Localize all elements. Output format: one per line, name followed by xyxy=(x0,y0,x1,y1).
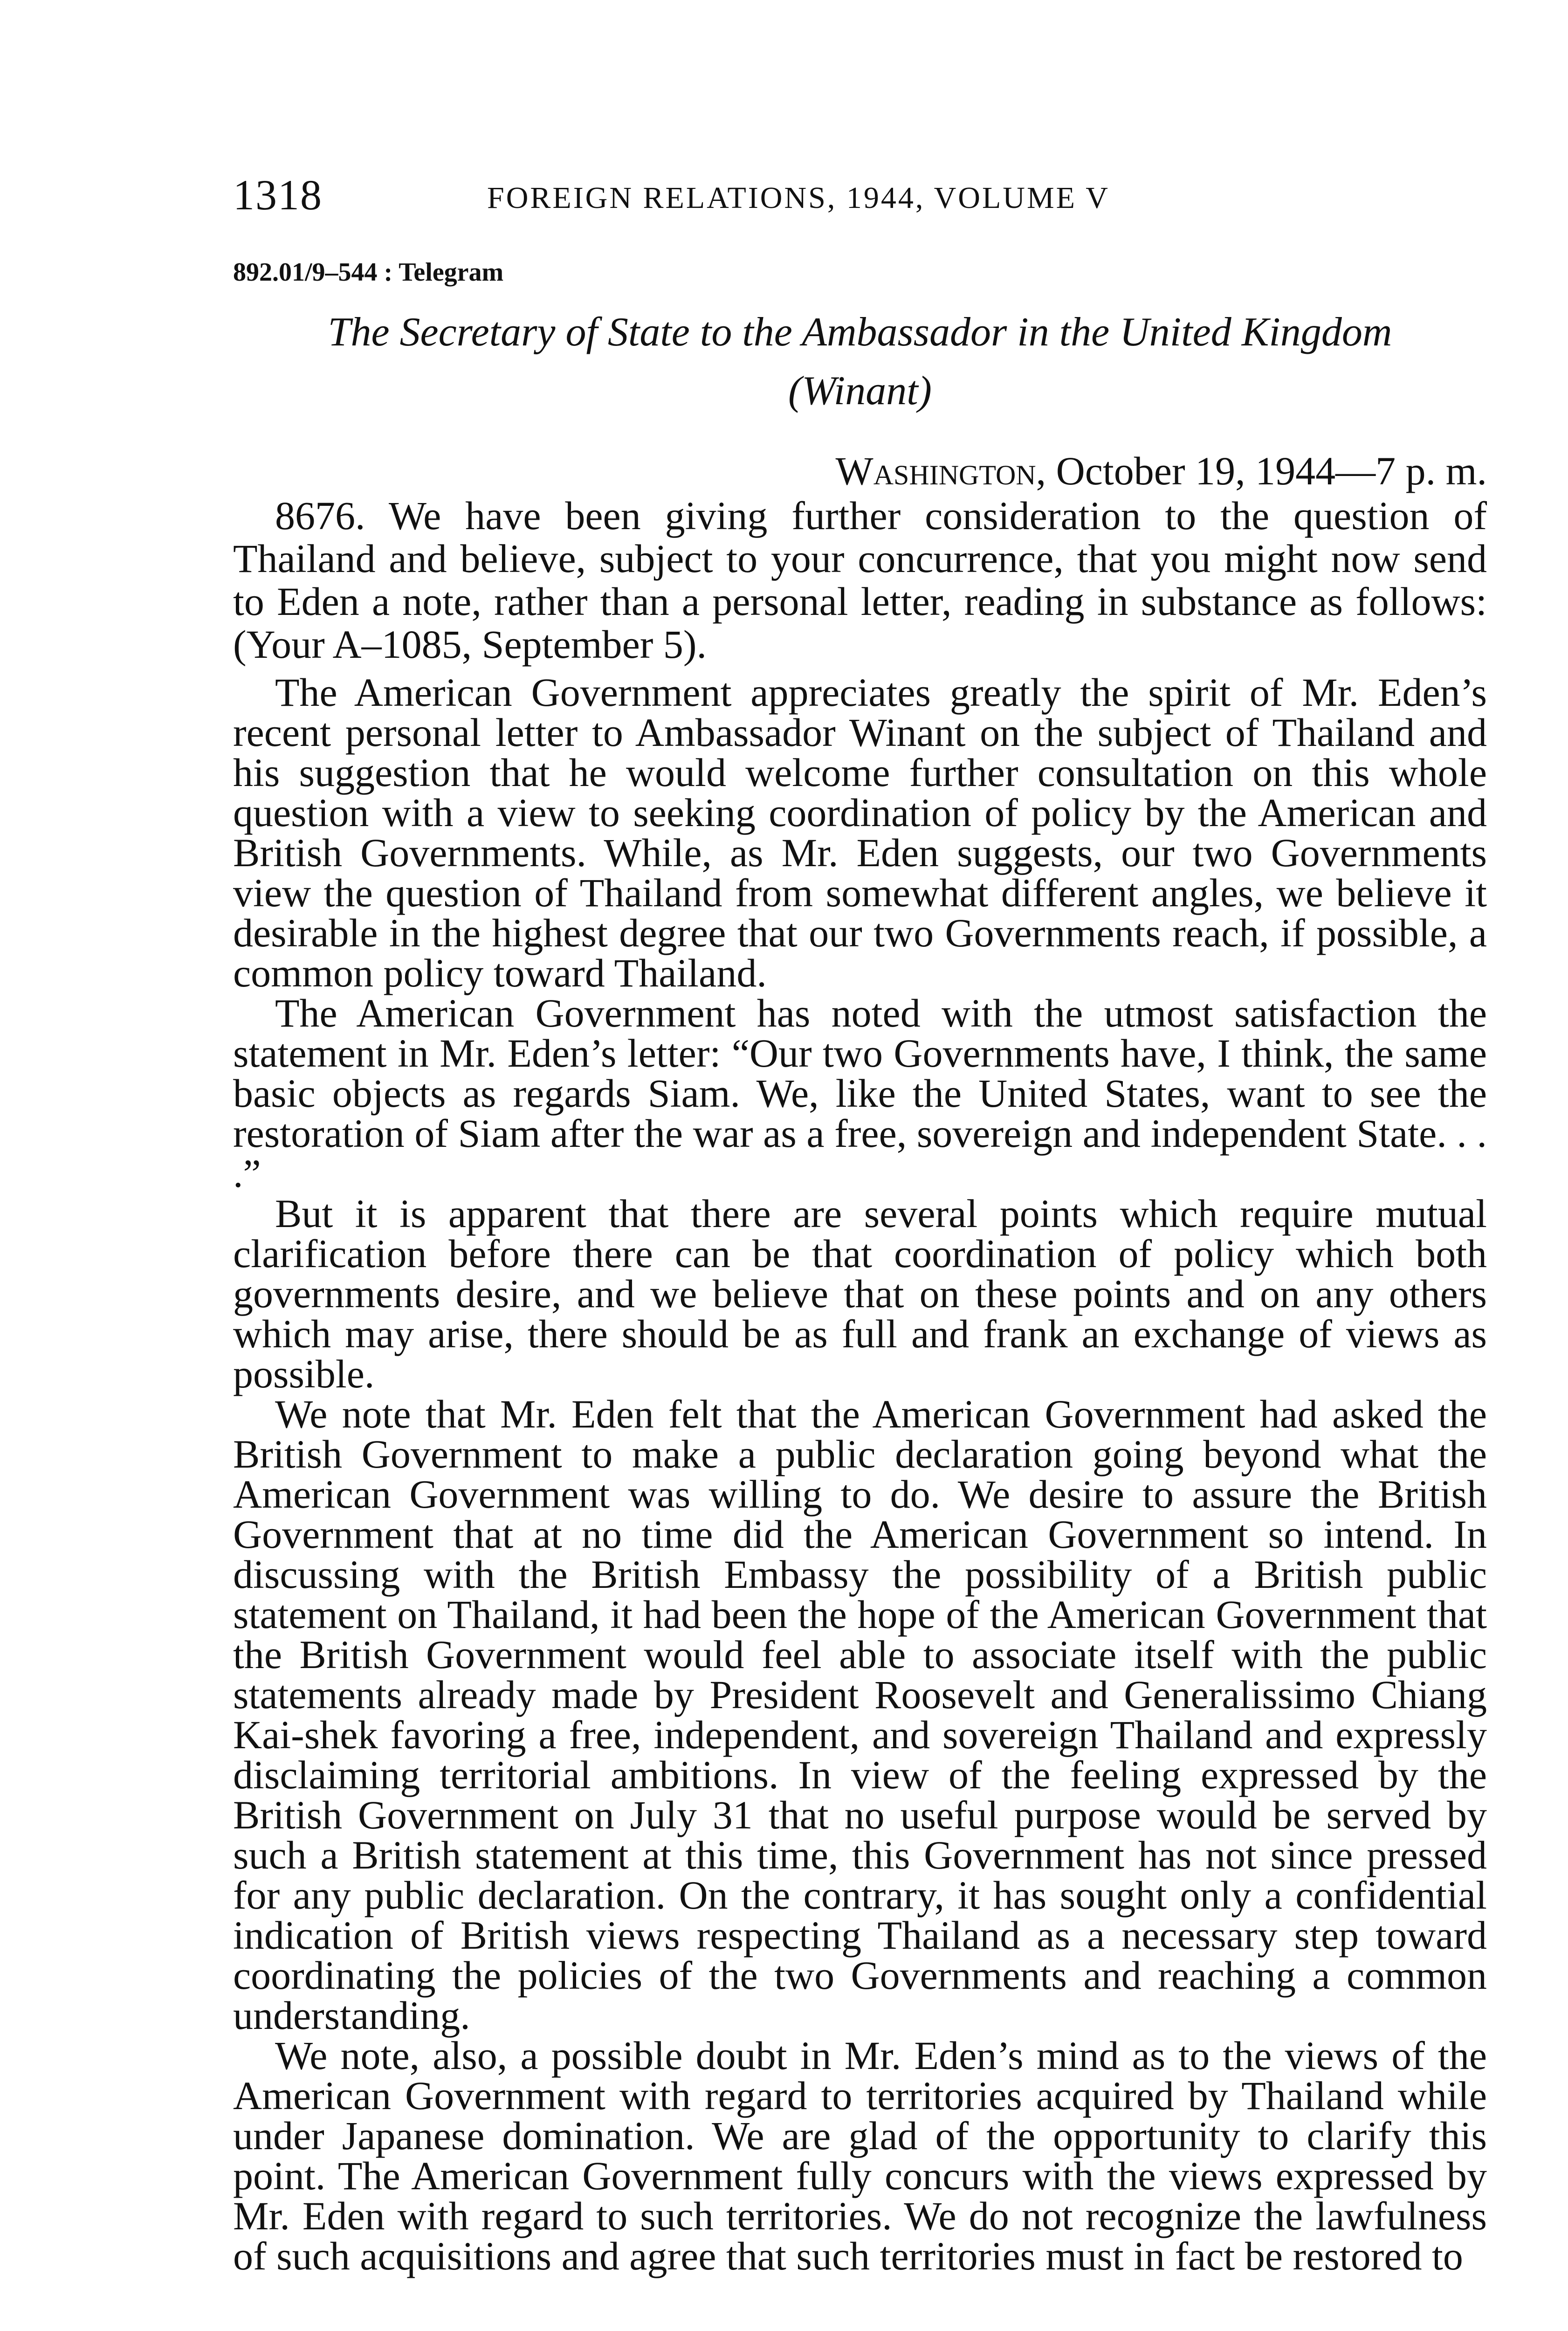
dateline xyxy=(233,448,1487,494)
dateline-date: October 19, 1944—7 p. m. xyxy=(1056,448,1487,493)
document-title xyxy=(233,303,1487,421)
paragraph: The American Government has noted with the utmost satisfaction the statement in Mr. Eden’s letter: “Our two Governments have, I think, the same basic objects as regards Siam. We, like the United States, want to see the restoration of Siam after the war as a free, sovereign and independent State. . . .” xyxy=(233,991,1487,1196)
paragraph: We note, also, a possible doubt in Mr. Eden’s mind as to the views of the American Government with regard to territories acquired by Thailand while under Japanese domination. We are glad of the opportunity to clarify this point. The American Government fully concurs with the views expressed by Mr. Eden with regard to such territories. We do not recognize the lawfulness of such acquisitions and agree that such territories must in fact be restored to xyxy=(233,2033,1487,2278)
paragraph: We note that Mr. Eden felt that the American Government had asked the British Government to make a public declaration going beyond what the American Government was willing to do. We desire to assure the British Government that at no time did the American Government so intend. In discussing with the British Embassy the possibility of a British public statement on Thailand, it had been the hope of the American Government that the British Government would feel able to associate itself with the public statements already made by President Roosevelt and Generalissimo Chiang Kai-shek favoring a free, independent, and sovereign Thailand and expressly disclaiming territorial ambitions. In view of the feeling expressed by the British Government on July 31 that no useful purpose would be served by such a British statement at this time, this Government has not since pressed for any public declaration. On the contrary, it has sought only a confidential indication of British views respecting Thailand as a necessary step toward coordinating the policies of the two Governments and reaching a common understanding. xyxy=(233,1392,1487,2038)
paragraph: The American Government appreciates greatly the spirit of Mr. Eden’s recent personal letter to Ambassador Winant on the subject of Thailand and his suggestion that he would welcome further consultation on this whole question with a view to seeking coordination of policy by the American and British Governments. While, as Mr. Eden suggests, our two Governments view the question of Thailand from somewhat different angles, we believe it desirable in the highest degree that our two Governments reach, if possible, a common policy toward Thailand. xyxy=(233,670,1487,995)
running-head: FOREIGN RELATIONS, 1944, VOLUME V xyxy=(487,181,1110,215)
page-number: 1318 xyxy=(233,171,323,219)
file-reference: 892.01/9–544 : Telegram xyxy=(233,258,504,287)
dateline-place: Washington, xyxy=(835,448,1046,493)
paragraph: But it is apparent that there are several points which require mutual clarification before there can be that coordination of policy which both governments desire, and we believe that on these points and on any others which may arise, there should be as full and frank an exchange of views as possible. xyxy=(233,1191,1487,1396)
page-header xyxy=(233,170,1482,221)
title-line-1: The Secretary of State to the Ambassador in the United Kingdom xyxy=(328,310,1392,355)
title-line-2: (Winant) xyxy=(788,368,932,414)
body-text xyxy=(233,494,1487,2276)
paragraph: 8676. We have been giving further consideration to the question of Thailand and believe, subject to your concurrence, that you might now send to Eden a note, rather than a personal letter, reading in substance as follows: (Your A–1085, September 5). xyxy=(233,493,1487,667)
